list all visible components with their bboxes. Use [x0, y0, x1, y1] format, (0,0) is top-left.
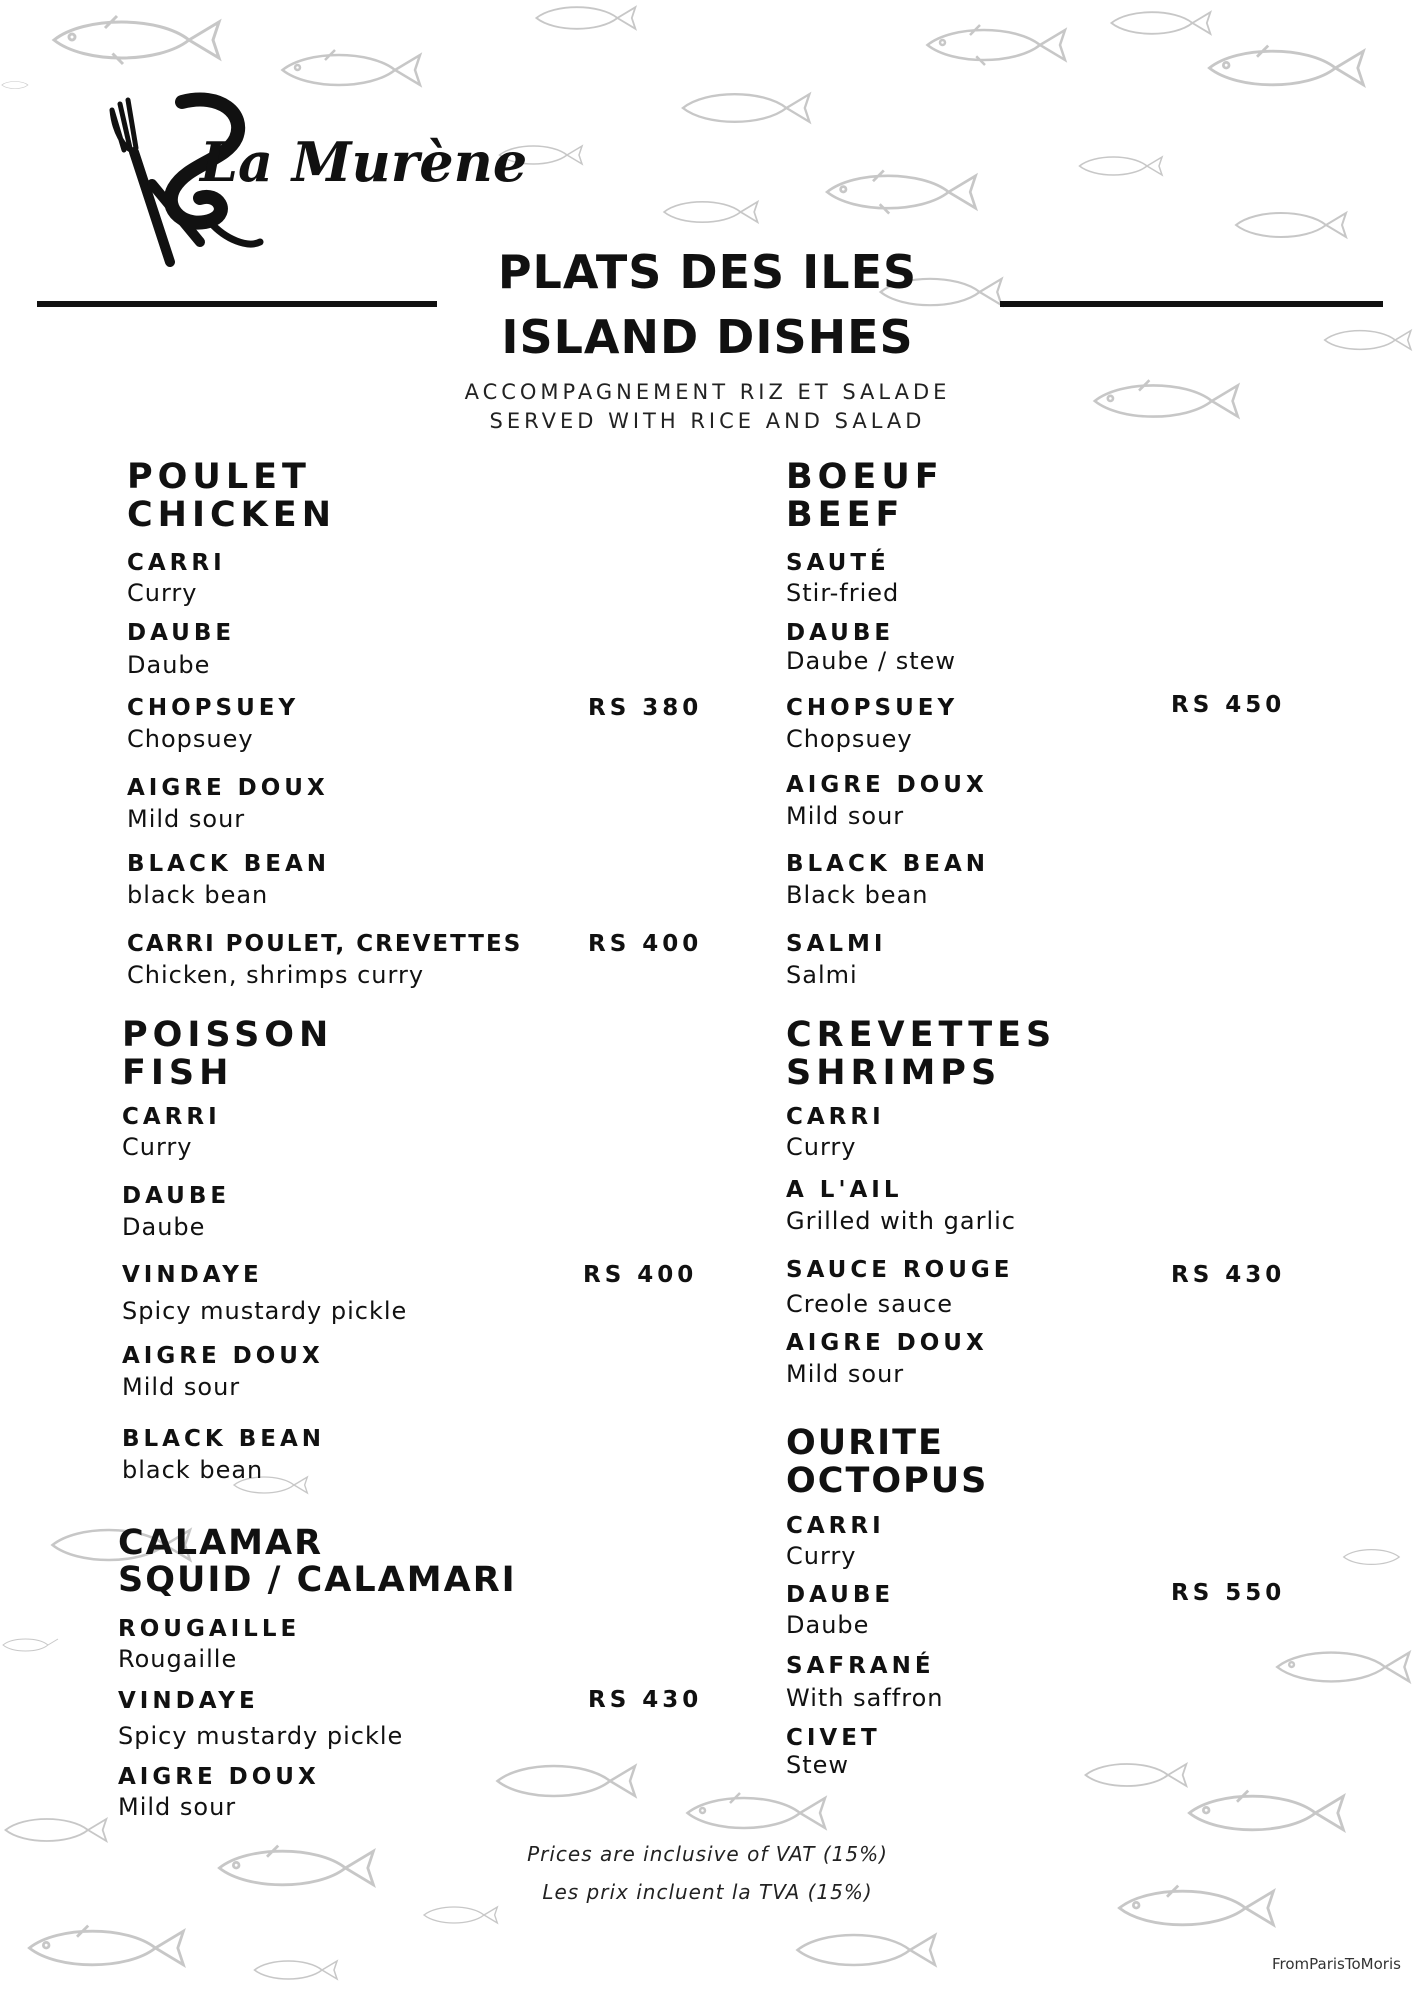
- dish-description: Mild sour: [118, 1793, 237, 1821]
- dish-description: Mild sour: [122, 1373, 241, 1401]
- page-title-english: ISLAND DISHES: [501, 310, 914, 364]
- section-title: POISSON: [122, 1015, 334, 1055]
- section-title: CALAMAR: [118, 1523, 324, 1563]
- section-title: CREVETTES: [786, 1015, 1057, 1055]
- dish-description: Daube: [127, 651, 211, 679]
- credit-watermark: FromParisToMoris: [1272, 1955, 1401, 1973]
- section-title-english: SHRIMPS: [786, 1053, 1002, 1093]
- price-label: RS 400: [583, 1262, 698, 1288]
- dish-name: DAUBE: [786, 620, 895, 646]
- dish-name: VINDAYE: [122, 1262, 263, 1288]
- fish-icon: [40, 10, 230, 70]
- fish-icon: [0, 1610, 60, 1680]
- dish-name: SAFRANÉ: [786, 1653, 935, 1679]
- price-label: RS 380: [588, 695, 703, 721]
- dish-description: Chicken, shrimps curry: [127, 961, 425, 989]
- dish-description: Curry: [786, 1133, 857, 1161]
- dish-description: Spicy mustardy pickle: [118, 1722, 404, 1750]
- section-title-english: BEEF: [786, 495, 905, 535]
- vat-note: Prices are inclusive of VAT (15%): [527, 1842, 888, 1866]
- fish-icon: [1095, 5, 1225, 41]
- dish-description: black bean: [127, 881, 269, 909]
- dish-name: SALMI: [786, 931, 887, 957]
- dish-name: DAUBE: [127, 620, 236, 646]
- dish-description: Daube / stew: [786, 647, 957, 675]
- fish-icon: [520, 0, 650, 36]
- fish-icon: [790, 1925, 940, 1975]
- divider: [37, 301, 437, 307]
- section-title-english: SQUID / CALAMARI: [118, 1560, 517, 1600]
- dish-name: A L'AIL: [786, 1177, 903, 1203]
- dish-name: CARRI: [127, 550, 226, 576]
- section-title: OURITE: [786, 1423, 944, 1463]
- dish-name: CARRI POULET, CREVETTES: [127, 931, 523, 957]
- dish-description: Rougaille: [118, 1645, 238, 1673]
- dish-description: Mild sour: [786, 802, 905, 830]
- page-subtitle: ACCOMPAGNEMENT RIZ ET SALADE: [464, 380, 951, 404]
- fish-icon: [1080, 1755, 1190, 1795]
- fish-icon: [1200, 40, 1370, 96]
- dish-name: AIGRE DOUX: [786, 1330, 988, 1356]
- fish-icon: [1085, 375, 1245, 427]
- fish-icon: [1075, 150, 1165, 182]
- fish-icon: [275, 45, 425, 95]
- fish-icon: [210, 1840, 380, 1896]
- dish-description: Chopsuey: [786, 725, 913, 753]
- dish-name: SAUCE ROUGE: [786, 1257, 1014, 1283]
- dish-name: VINDAYE: [118, 1688, 259, 1714]
- price-label: RS 430: [588, 1687, 703, 1713]
- dish-description: Mild sour: [127, 805, 246, 833]
- dish-description: Creole sauce: [786, 1290, 953, 1318]
- section-title: BOEUF: [786, 457, 944, 497]
- dish-name: AIGRE DOUX: [786, 772, 988, 798]
- fish-icon: [20, 1920, 190, 1976]
- fish-icon: [1270, 1640, 1414, 1694]
- fish-icon: [1110, 1880, 1280, 1936]
- dish-description: Chopsuey: [127, 725, 254, 753]
- dish-description: black bean: [122, 1456, 264, 1484]
- dish-name: AIGRE DOUX: [122, 1343, 324, 1369]
- dish-name: BLACK BEAN: [786, 851, 989, 877]
- price-label: RS 400: [588, 931, 703, 957]
- fish-icon: [810, 165, 990, 219]
- dish-name: CARRI: [786, 1104, 885, 1130]
- dish-description: Spicy mustardy pickle: [122, 1297, 408, 1325]
- dish-name: AIGRE DOUX: [127, 775, 329, 801]
- fish-icon: [910, 20, 1080, 70]
- fish-icon: [420, 1900, 500, 1930]
- section-title-english: FISH: [122, 1053, 234, 1093]
- section-title-english: OCTOPUS: [786, 1461, 989, 1501]
- dish-name: CHOPSUEY: [786, 695, 959, 721]
- price-label: RS 550: [1171, 1580, 1286, 1606]
- fish-icon: [675, 85, 815, 131]
- price-label: RS 450: [1171, 692, 1286, 718]
- dish-description: Curry: [786, 1542, 857, 1570]
- logo-wordmark: La Murène: [200, 130, 528, 194]
- dish-description: Stir-fried: [786, 579, 900, 607]
- fish-icon: [680, 1785, 830, 1841]
- section-title-english: CHICKEN: [127, 495, 337, 535]
- page-title: PLATS DES ILES: [497, 245, 918, 299]
- fish-icon: [1340, 1535, 1414, 1579]
- dish-name: AIGRE DOUX: [118, 1764, 320, 1790]
- dish-name: ROUGAILLE: [118, 1616, 301, 1642]
- fish-icon: [250, 1955, 340, 1985]
- fish-icon: [1180, 1785, 1350, 1841]
- dish-description: Daube: [122, 1213, 206, 1241]
- dish-description: Curry: [127, 579, 198, 607]
- fish-icon: [0, 1800, 110, 1860]
- fish-icon: [490, 1755, 640, 1807]
- dish-name: BLACK BEAN: [122, 1426, 325, 1452]
- section-title: POULET: [127, 457, 311, 497]
- dish-description: Curry: [122, 1133, 193, 1161]
- dish-description: Black bean: [786, 881, 929, 909]
- dish-description: Daube: [786, 1611, 870, 1639]
- fish-icon: [0, 65, 35, 105]
- fish-icon: [1320, 310, 1414, 370]
- dish-name: CARRI: [786, 1513, 885, 1539]
- price-label: RS 430: [1171, 1262, 1286, 1288]
- dish-description: Grilled with garlic: [786, 1207, 1016, 1235]
- vat-note-french: Les prix incluent la TVA (15%): [542, 1880, 873, 1904]
- fish-icon: [655, 195, 765, 229]
- dish-name: DAUBE: [122, 1183, 231, 1209]
- dish-description: With saffron: [786, 1684, 944, 1712]
- dish-description: Mild sour: [786, 1360, 905, 1388]
- dish-name: DAUBE: [786, 1582, 895, 1608]
- dish-name: CIVET: [786, 1725, 881, 1751]
- dish-name: CHOPSUEY: [127, 695, 300, 721]
- fish-icon: [1230, 205, 1350, 245]
- dish-name: SAUTÉ: [786, 550, 890, 576]
- dish-name: BLACK BEAN: [127, 851, 330, 877]
- dish-name: CARRI: [122, 1104, 221, 1130]
- dish-description: Salmi: [786, 961, 858, 989]
- divider: [1000, 301, 1383, 307]
- dish-description: Stew: [786, 1751, 850, 1779]
- page-subtitle-english: SERVED WITH RICE AND SALAD: [489, 409, 926, 433]
